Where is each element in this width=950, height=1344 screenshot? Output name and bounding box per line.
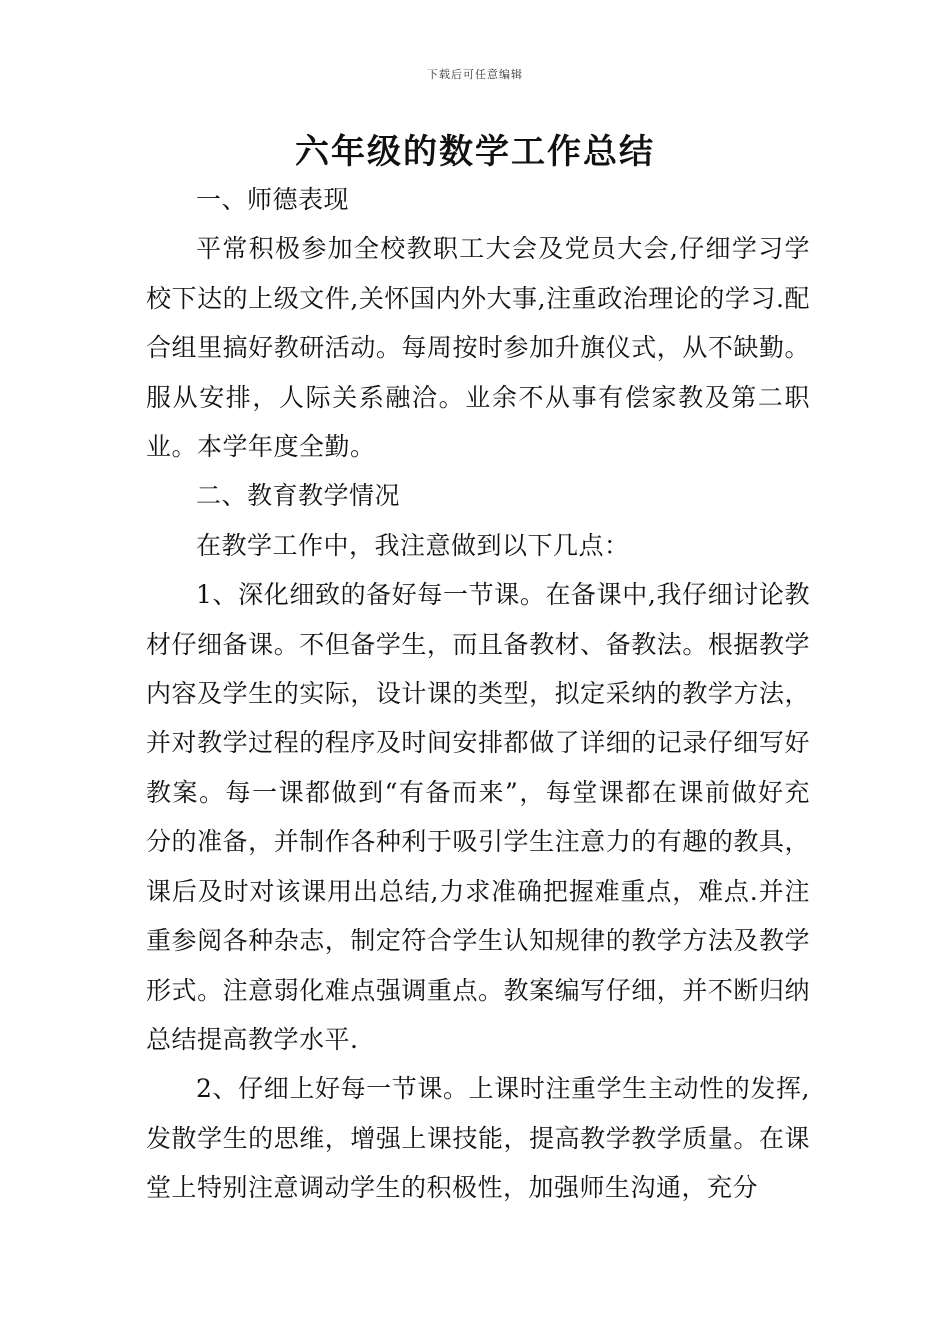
paragraph-point-1: 1、深化细致的备好每一节课。在备课中,我仔细讨论教材仔细备课。不但备学生，而且备教材、备教法。根据教学内容及学生的实际，设计课的类型，拟定采纳的教学方法，并对教学过程的程序及时间安排都做了详细的记录仔细写好教案。每一课都做到“有备而来”，每堂课都在课前做好充分的准备，并制作各种利于吸引学生注意力的有趣的教具，课后及时对该课用出总结,力求准确把握难重点，难点.并注重参阅各种杂志，制定符合学生认知规律的教学方法及教学形式。注意弱化难点强调重点。教案编写仔细，并不断归纳总结提高教学水平. bbox=[146, 580, 810, 1054]
paragraph-point-2: 2、仔细上好每一节课。上课时注重学生主动性的发挥,发散学生的思维，增强上课技能，提高教学教学质量。在课堂上特别注意调动学生的积极性，加强师生沟通，充分 bbox=[146, 1074, 810, 1203]
paragraph-intro: 在教学工作中，我注意做到以下几点： bbox=[196, 530, 630, 560]
paragraph-ethics: 平常积极参加全校教职工大会及党员大会,仔细学习学校下达的上级文件,关怀国内外大事,注重政治理论的学习.配合组里搞好教研活动。每周按时参加升旗仪式，从不缺勤。服从安排，人际关系融洽。业余不从事有偿家教及第二职业。本学年度全勤。 bbox=[146, 234, 810, 462]
section-heading-ethics: 一、师德表现 bbox=[196, 185, 350, 214]
header-note: 下载后可任意编辑 bbox=[427, 68, 523, 81]
document-body bbox=[146, 175, 810, 1213]
document-title: 六年级的数学工作总结 bbox=[295, 132, 655, 172]
section-heading-teaching: 二、教育教学情况 bbox=[196, 481, 401, 511]
